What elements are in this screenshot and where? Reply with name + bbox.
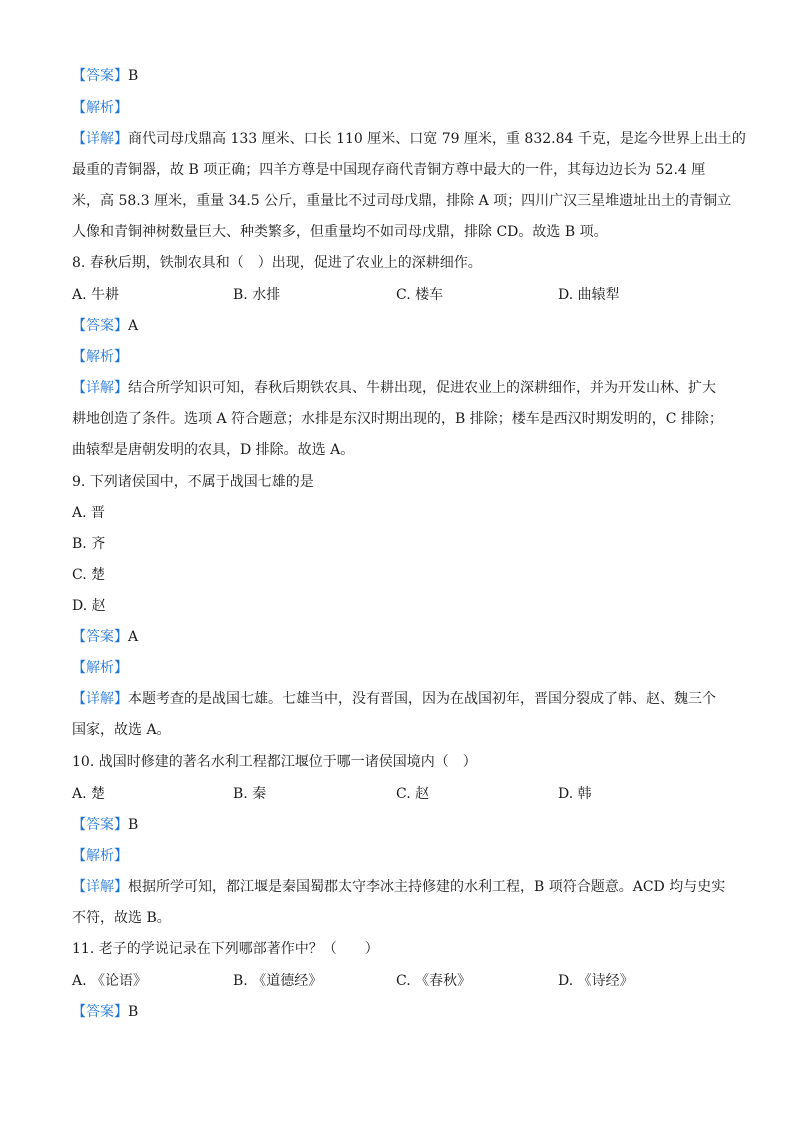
q8-option-b: B. 水排 [233, 287, 281, 303]
analysis-label: 【解析】 [72, 848, 128, 864]
answer-label: 【答案】 [72, 68, 128, 84]
q9-option-d: D. 赵 [72, 598, 106, 614]
detail-label: 【详解】 [72, 380, 128, 396]
q9-detail-line-2: 国家，故选 A。 [72, 722, 171, 738]
q7-detail-line-1 [72, 129, 746, 149]
answer-label: 【答案】 [72, 629, 128, 645]
q8-answer-line [72, 316, 138, 336]
q8-option-a: A. 牛耕 [72, 287, 120, 303]
q9-answer-line [72, 627, 138, 647]
analysis-label: 【解析】 [72, 100, 128, 116]
q10-detail-line-2: 不符，故选 B。 [72, 910, 171, 926]
q8-analysis-label [72, 347, 128, 367]
q7-detail-line-2: 最重的青铜器，故 B 项正确；四羊方尊是中国现存商代青铜方尊中最大的一件，其每边边长为 52.4 厘 [72, 162, 706, 178]
q10-answer-line [72, 815, 138, 835]
answer-value: B [128, 1004, 139, 1020]
q7-detail-line-4: 人像和青铜神树数量巨大、种类繁多，但重量均不如司母戊鼎，排除 CD。故选 B 项。 [72, 224, 608, 240]
q9-detail-line-1 [72, 689, 722, 709]
q10-stem: 10. 战国时修建的著名水利工程都江堰位于哪一诸侯国境内（ ） [72, 754, 477, 770]
q9-option-a: A. 晋 [72, 505, 106, 521]
detail-text: 结合所学知识可知，春秋后期铁农具、牛耕出现，促进农业上的深耕细作，并为开发山林、扩大 [128, 380, 716, 396]
q7-detail-line-3: 米，高 58.3 厘米，重量 34.5 公斤，重量比不过司母戊鼎，排除 A 项；四川广汉三星堆遗址出土的青铜立 [72, 193, 732, 209]
q10-option-b: B. 秦 [233, 786, 267, 802]
q9-stem: 9. 下列诸侯国中，不属于战国七雄的是 [72, 474, 314, 490]
detail-label: 【详解】 [72, 691, 128, 707]
q11-option-d: D. 《诗经》 [558, 973, 634, 989]
detail-label: 【详解】 [72, 131, 128, 147]
detail-text: 根据所学可知，都江堰是秦国蜀郡太守李冰主持修建的水利工程，B 项符合题意。ACD 均与史实 [128, 879, 726, 895]
q9-analysis-label [72, 658, 128, 678]
q10-option-d: D. 韩 [558, 786, 592, 802]
answer-label: 【答案】 [72, 1004, 128, 1020]
detail-label: 【详解】 [72, 879, 128, 895]
answer-label: 【答案】 [72, 817, 128, 833]
answer-value: B [128, 68, 139, 84]
analysis-label: 【解析】 [72, 660, 128, 676]
analysis-label: 【解析】 [72, 349, 128, 365]
q8-detail-line-3: 曲辕犁是唐朝发明的农具，D 排除。故选 A。 [72, 442, 355, 458]
q8-stem: 8. 春秋后期，铁制农具和（ ）出现，促进了农业上的深耕细作。 [72, 255, 482, 271]
q10-detail-line-1 [72, 877, 726, 897]
q10-option-c: C. 赵 [396, 786, 430, 802]
q9-option-c: C. 楚 [72, 567, 106, 583]
answer-label: 【答案】 [72, 318, 128, 334]
answer-value: A [128, 629, 139, 645]
q11-answer-line [72, 1002, 138, 1022]
q8-option-c: C. 楼车 [396, 287, 444, 303]
q10-analysis-label [72, 846, 128, 866]
answer-value: B [128, 817, 139, 833]
q8-option-d: D. 曲辕犁 [558, 287, 620, 303]
answer-value: A [128, 318, 139, 334]
q10-option-a: A. 楚 [72, 786, 106, 802]
detail-text: 商代司母戊鼎高 133 厘米、口长 110 厘米、口宽 79 厘米，重 832.84 千克，是迄今世界上出土的 [128, 131, 746, 147]
q11-stem: 11. 老子的学说记录在下列哪部著作中？（ ） [72, 941, 379, 957]
q11-option-a: A. 《论语》 [72, 973, 148, 989]
q8-detail-line-1 [72, 378, 722, 398]
q11-option-b: B. 《道德经》 [233, 973, 323, 989]
q9-option-b: B. 齐 [72, 536, 106, 552]
q7-answer-line [72, 66, 138, 86]
q7-analysis-label [72, 98, 128, 118]
q11-option-c: C. 《春秋》 [396, 973, 472, 989]
detail-text: 本题考查的是战国七雄。七雄当中，没有晋国，因为在战国初年，晋国分裂成了韩、赵、魏三个 [128, 691, 716, 707]
q8-detail-line-2: 耕地创造了条件。选项 A 符合题意；水排是东汉时期出现的，B 排除；楼车是西汉时期发明的，C 排除； [72, 411, 723, 427]
